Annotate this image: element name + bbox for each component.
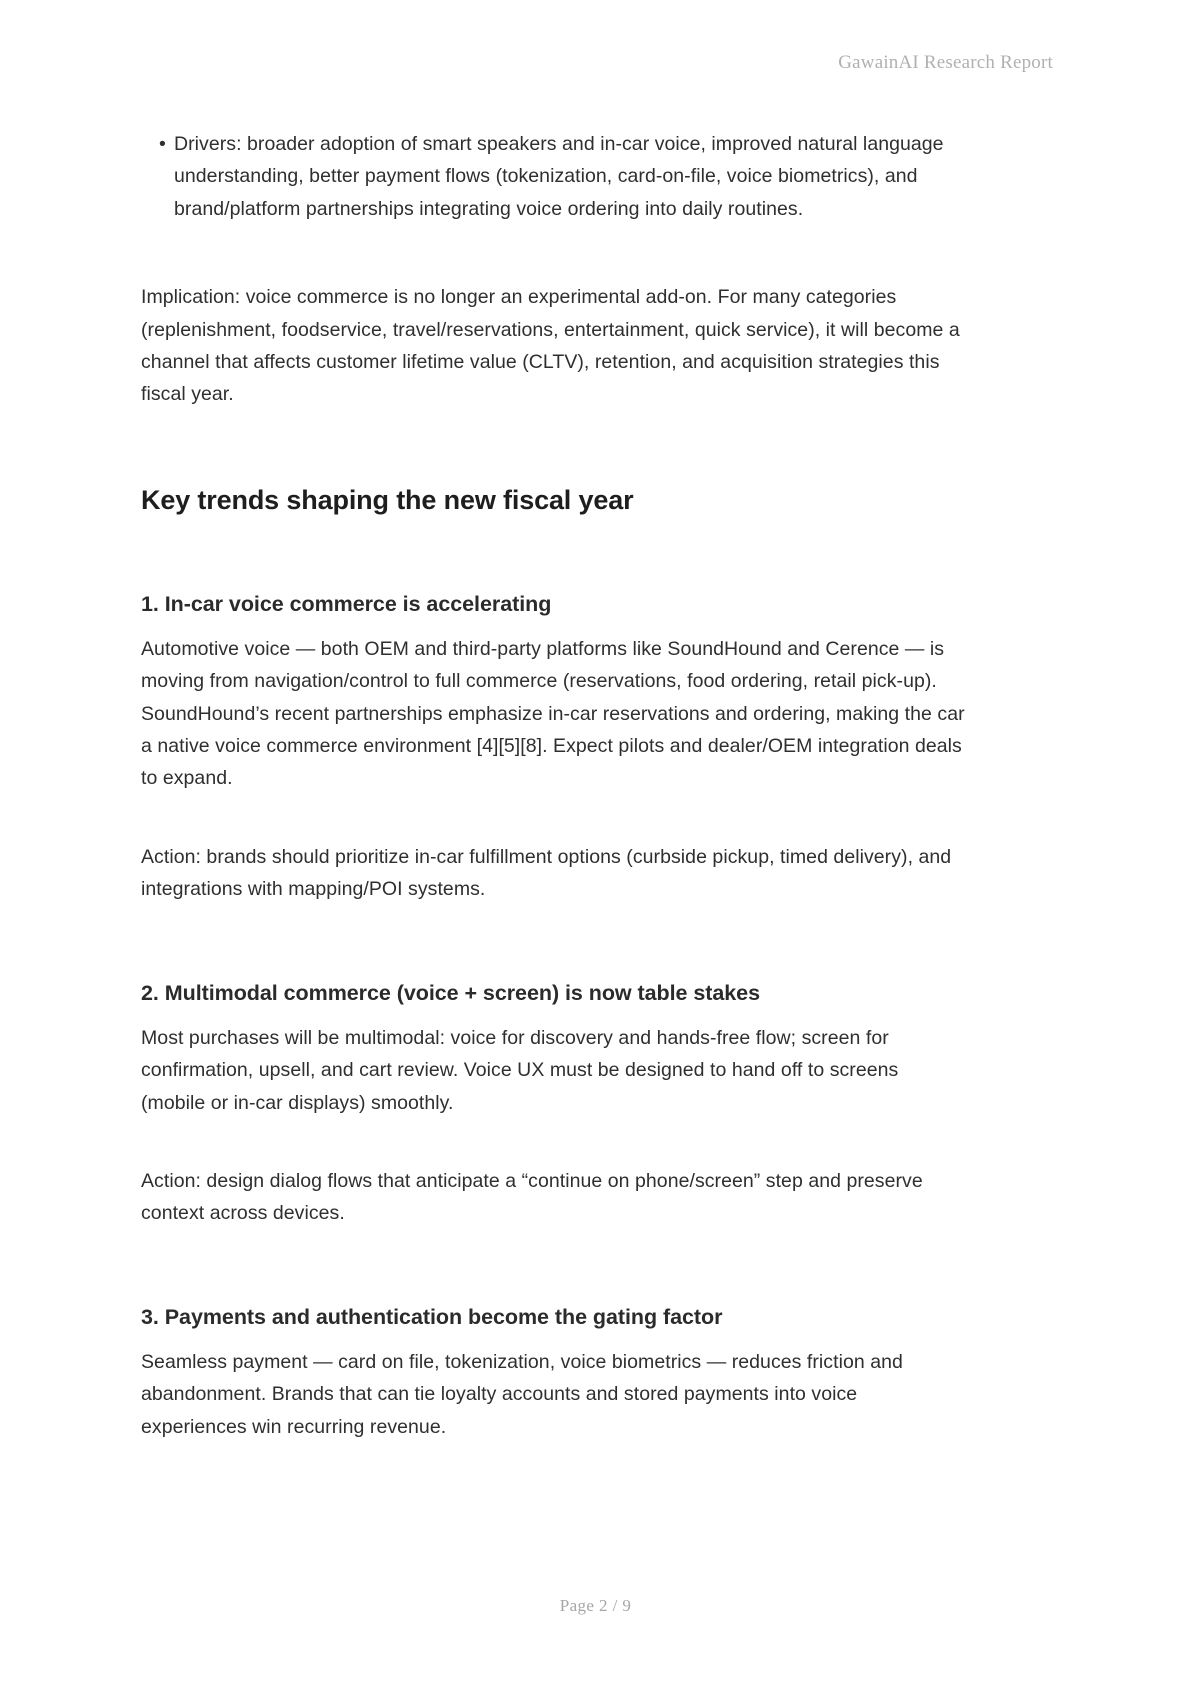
- trend-3-body: Seamless payment — card on file, tokenization, voice biometrics — reduces friction and abandonment. Brands that can tie loyalty accounts and stored payments into voice experiences win recurring revenue.: [141, 1350, 903, 1438]
- trend-1-heading: 1. In-car voice commerce is accelerating: [141, 591, 552, 616]
- drivers-bullet-list: [141, 128, 965, 225]
- spacer: [141, 411, 965, 483]
- trend-3-heading: 3. Payments and authentication become the gating factor: [141, 1304, 723, 1329]
- list-item-text: Drivers: broader adoption of smart speakers and in-car voice, improved natural language understanding, better payment flows (tokenization, card-on-file, voice biometrics), and brand/platform partnerships integrating voice ordering into daily routines.: [174, 133, 944, 220]
- page-content: [141, 128, 965, 1443]
- page-title: Key trends shaping the new fiscal year: [141, 484, 634, 515]
- bullet-dot-icon: •: [159, 133, 166, 155]
- spacer: [141, 906, 965, 978]
- page-number-footer: Page 2 / 9: [559, 1596, 632, 1615]
- spacer: [141, 1332, 965, 1346]
- spacer: [141, 1008, 965, 1022]
- spacer: [141, 225, 965, 281]
- trend-2-body: Most purchases will be multimodal: voice for discovery and hands-free flow; screen for confirmation, upsell, and cart review. Voice UX must be designed to hand off to screens (mobile or in-car displays) smoothly.: [141, 1026, 899, 1114]
- spacer: [141, 795, 965, 841]
- spacer: [141, 517, 965, 589]
- trend-2-action: Action: design dialog flows that anticipate a “continue on phone/screen” step and preserve context across devices.: [141, 1169, 923, 1225]
- trend-2-heading: 2. Multimodal commerce (voice + screen) is now table stakes: [141, 980, 760, 1005]
- trend-1-body: Automotive voice — both OEM and third-party platforms like SoundHound and Cerence — is moving from navigation/control to full commerce (reservations, food ordering, retail pick-up). SoundHound’s recent partnerships emphasize in-car reservations and ordering, making the car a native voice commerce environment [4][5][8]. Expect pilots and dealer/OEM integration deals to expand.: [141, 637, 965, 790]
- running-header: GawainAI Research Report: [838, 52, 1053, 73]
- list-item: [141, 128, 965, 225]
- spacer: [141, 1230, 965, 1302]
- implication-paragraph: Implication: voice commerce is no longer an experimental add-on. For many categories (replenishment, foodservice, travel/reservations, entertainment, quick service), it will become a channel that affects customer lifetime value (CLTV), retention, and acquisition strategies this fiscal year.: [141, 286, 960, 406]
- spacer: [141, 1119, 965, 1165]
- spacer: [141, 619, 965, 633]
- trend-1-action: Action: brands should prioritize in-car fulfillment options (curbside pickup, timed delivery), and integrations with mapping/POI systems.: [141, 845, 952, 901]
